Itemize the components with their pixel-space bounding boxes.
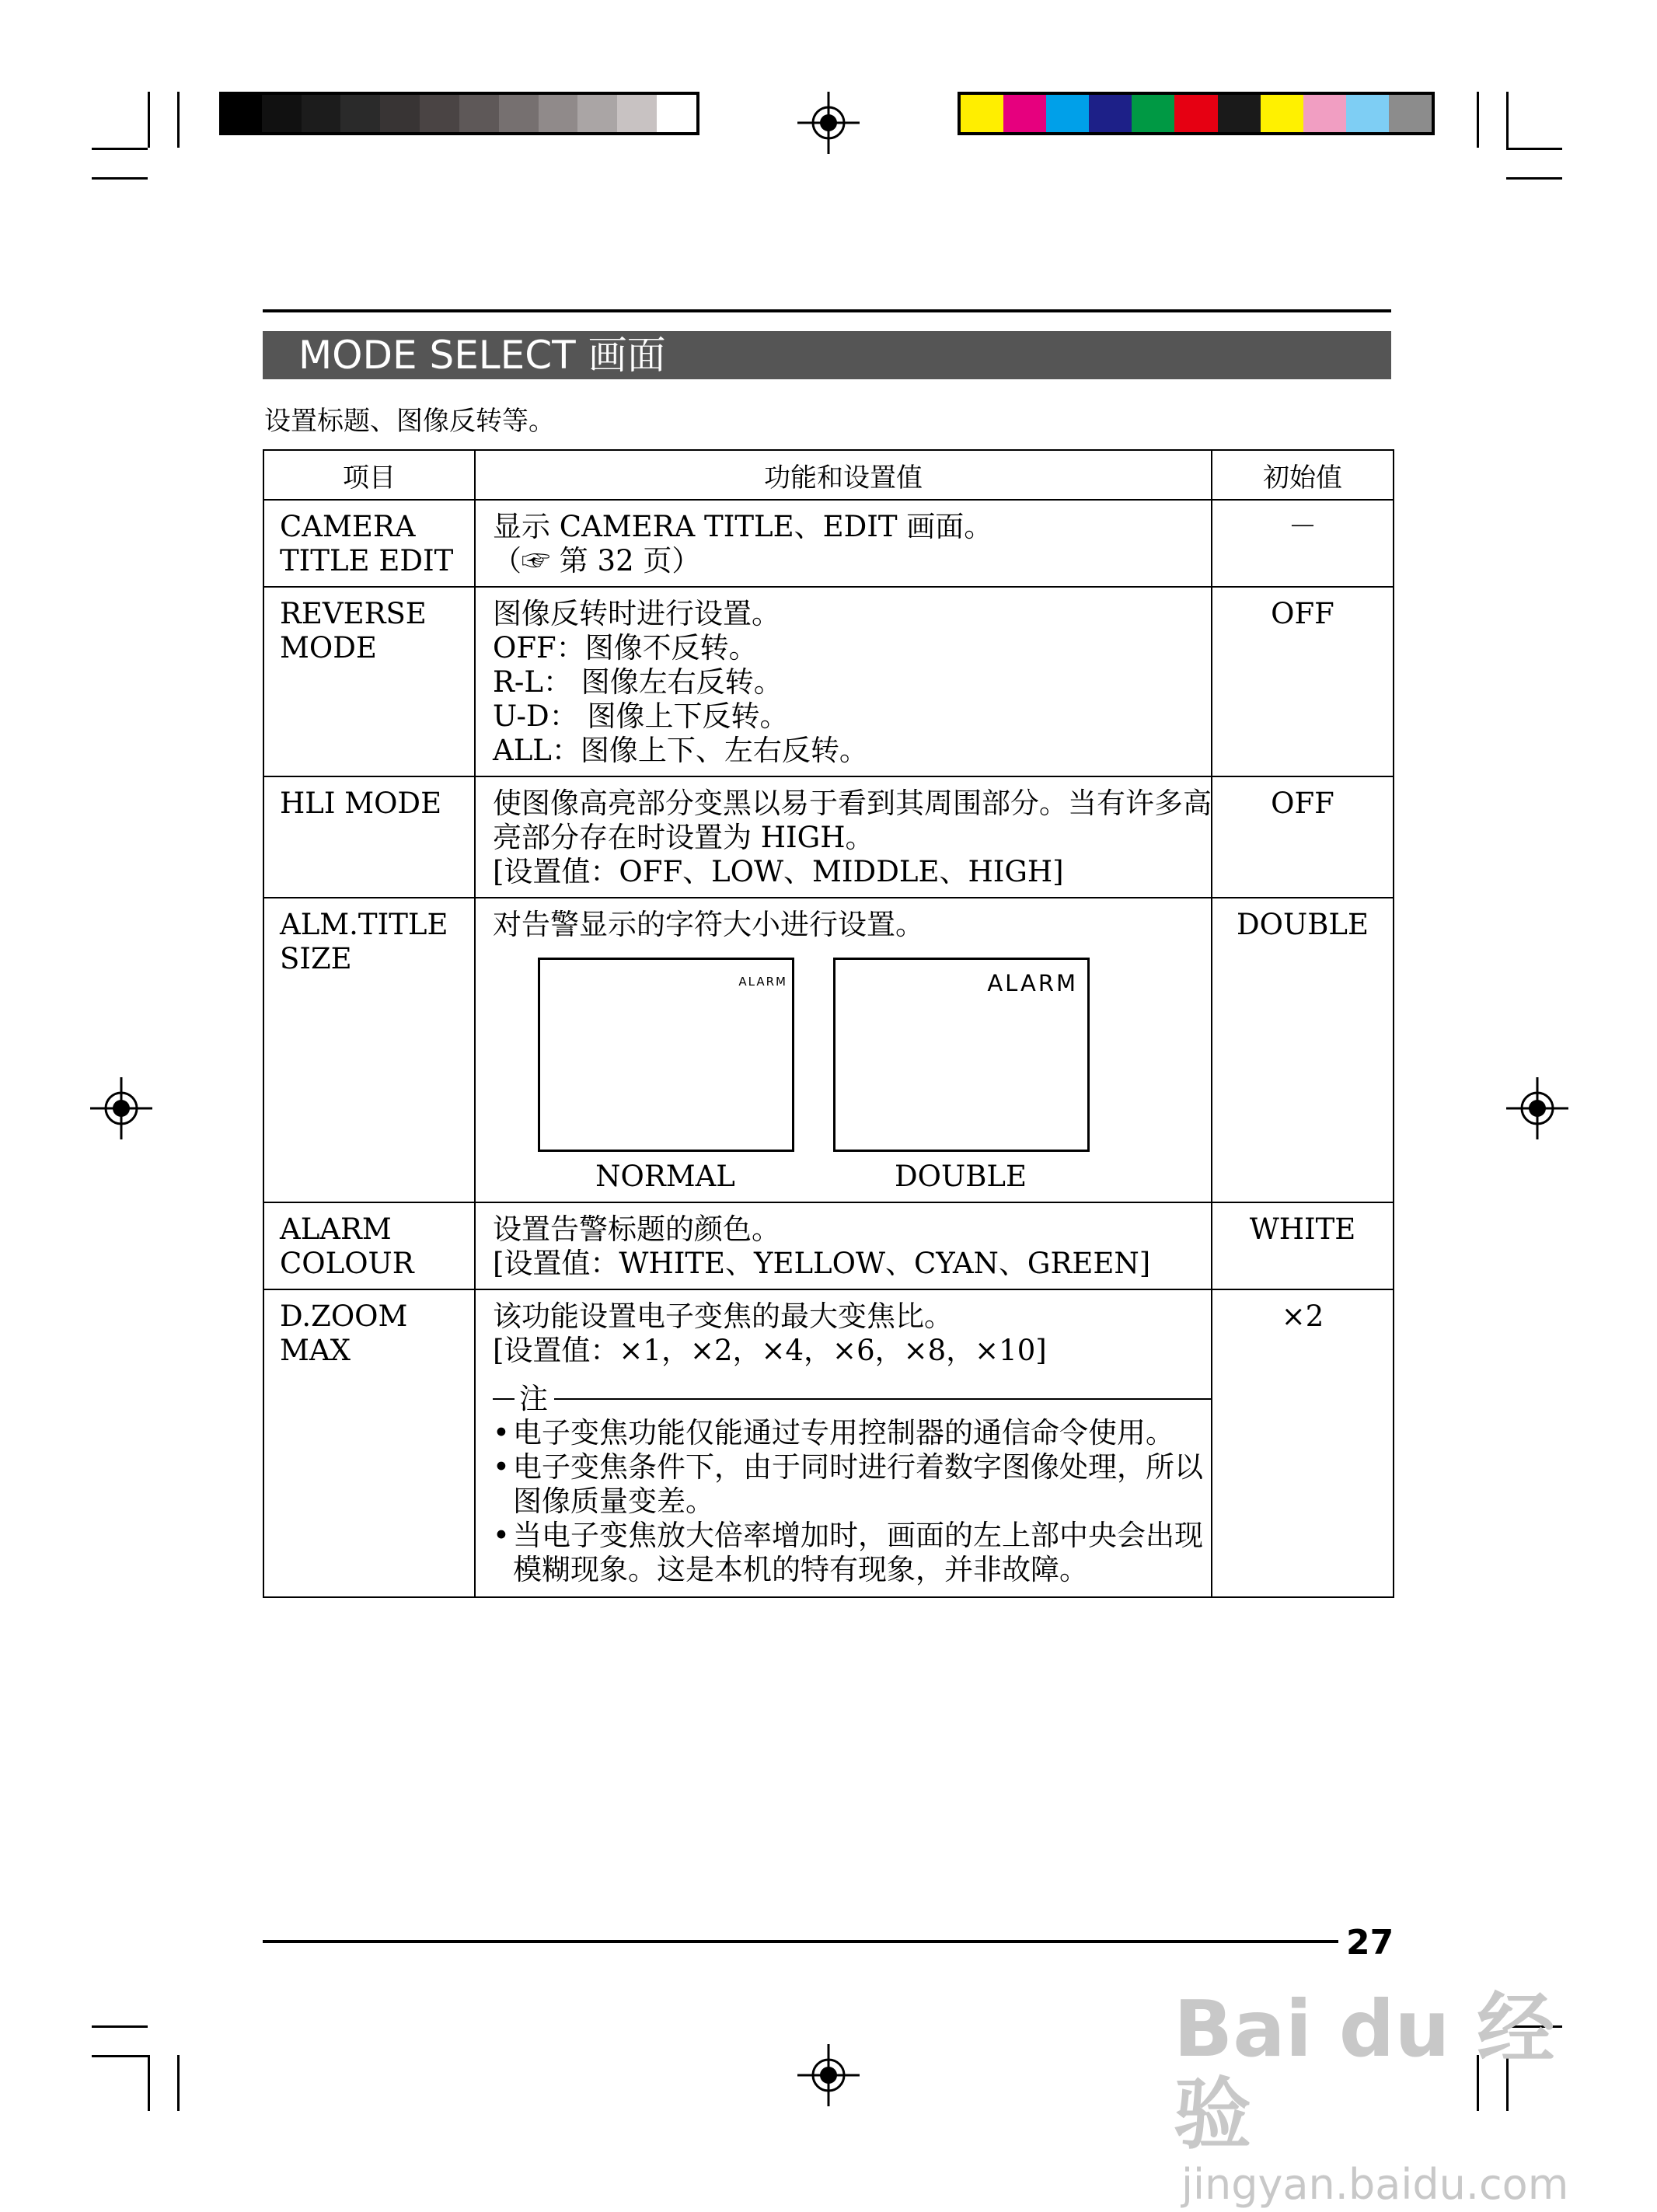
baidu-jingyan-watermark bbox=[1174, 1983, 1609, 2209]
grey-scale-bar bbox=[219, 92, 699, 135]
initial-value-cell: OFF bbox=[1212, 776, 1394, 898]
note-item: • 当电子变焦放大倍率增加时，画面的左上部中央会出现 模糊现象。这是本机的特有现象，并非故障。 bbox=[493, 1519, 1203, 1586]
color-swatch bbox=[1218, 95, 1261, 132]
function-cell: 对告警显示的字符大小进行设置。 ALARM NORMAL ALARM DOUBLE bbox=[475, 898, 1212, 1202]
alarm-label-large: ALARM bbox=[987, 970, 1078, 996]
registration-mark-icon bbox=[1506, 1077, 1568, 1139]
color-swatch bbox=[1089, 95, 1132, 132]
color-swatch bbox=[1003, 95, 1046, 132]
alarm-label-small: ALARM bbox=[738, 975, 787, 989]
color-bar bbox=[958, 92, 1435, 135]
section-title bbox=[263, 331, 1391, 379]
color-swatch bbox=[1303, 95, 1346, 132]
grey-swatch bbox=[657, 95, 696, 132]
top-rule bbox=[263, 309, 1391, 312]
grey-swatch bbox=[539, 95, 578, 132]
grey-swatch bbox=[459, 95, 499, 132]
note-title: 注 bbox=[519, 1382, 548, 1415]
note-heading bbox=[493, 1382, 1211, 1416]
grey-swatch bbox=[222, 95, 262, 132]
color-swatch bbox=[1389, 95, 1432, 132]
grey-swatch bbox=[262, 95, 302, 132]
double-caption: DOUBLE bbox=[895, 1160, 1027, 1193]
intro-text: 设置标题、图像反转等。 bbox=[264, 406, 555, 437]
initial-value-cell: DOUBLE bbox=[1212, 898, 1394, 1202]
grey-swatch bbox=[617, 95, 657, 132]
initial-value-cell: WHITE bbox=[1212, 1202, 1394, 1289]
column-header-function: 功能和设置值 bbox=[475, 450, 1212, 500]
table-row bbox=[263, 898, 1394, 1202]
initial-value-cell: ×2 bbox=[1212, 1289, 1394, 1597]
double-size-figure bbox=[833, 958, 1088, 1194]
function-cell: 该功能设置电子变焦的最大变焦比。 [设置值：×1，×2，×4，×6，×8，×10] 注 • 电子变焦功能仅能通过专用控制器的通信命令使用。 • 电子变焦条件下，由于同时进行着数字图像处理，所以 图像质量变差。 • 当电子变焦放大倍率增加时，画面的左上部中央会出现 模糊现象。这是本机的特有现象，并非故障。 bbox=[475, 1289, 1212, 1597]
table-row bbox=[263, 587, 1394, 776]
column-header-item: 项目 bbox=[263, 450, 475, 500]
function-cell: 设置告警标题的颜色。 [设置值：WHITE、YELLOW、CYAN、GREEN] bbox=[475, 1202, 1212, 1289]
normal-size-figure bbox=[538, 958, 793, 1194]
bullet-icon: • bbox=[493, 1416, 510, 1450]
watermark-main: Bai du 经验 bbox=[1174, 1983, 1555, 2160]
section-title-text: MODE SELECT 画面 bbox=[298, 333, 666, 378]
normal-screen-frame bbox=[538, 958, 794, 1152]
item-cell: ALARM COLOUR bbox=[263, 1202, 475, 1289]
table-row bbox=[263, 500, 1394, 587]
alarm-size-figures bbox=[538, 958, 1211, 1194]
function-cell: 使图像高亮部分变黑以易于看到其周围部分。当有许多高 亮部分存在时设置为 HIGH。 [设置值：OFF、LOW、MIDDLE、HIGH] bbox=[475, 776, 1212, 898]
item-cell: CAMERA TITLE EDIT bbox=[263, 500, 475, 587]
color-swatch bbox=[1346, 95, 1389, 132]
registration-mark-icon bbox=[90, 1077, 152, 1139]
normal-caption: NORMAL bbox=[595, 1160, 735, 1193]
table-row bbox=[263, 1289, 1394, 1597]
settings-table bbox=[263, 449, 1394, 1598]
column-header-initial: 初始值 bbox=[1212, 450, 1394, 500]
item-cell: D.ZOOM MAX bbox=[263, 1289, 475, 1597]
double-screen-frame bbox=[833, 958, 1090, 1152]
page-number: 27 bbox=[1346, 1923, 1394, 1963]
bullet-icon: • bbox=[493, 1519, 510, 1552]
grey-swatch bbox=[340, 95, 380, 132]
item-cell: ALM.TITLE SIZE bbox=[263, 898, 475, 1202]
function-cell: 图像反转时进行设置。 OFF：图像不反转。 R-L： 图像左右反转。 U-D： 图像上下反转。 ALL：图像上下、左右反转。 bbox=[475, 587, 1212, 776]
color-swatch bbox=[1046, 95, 1089, 132]
item-cell: REVERSE MODE bbox=[263, 587, 475, 776]
note-item: • 电子变焦条件下，由于同时进行着数字图像处理，所以 图像质量变差。 bbox=[493, 1450, 1203, 1518]
item-cell: HLI MODE bbox=[263, 776, 475, 898]
function-cell: 显示 CAMERA TITLE、EDIT 画面。 （☞ 第 32 页） bbox=[475, 500, 1212, 587]
initial-value-cell: － bbox=[1212, 500, 1394, 587]
bullet-icon: • bbox=[493, 1450, 510, 1484]
table-row bbox=[263, 776, 1394, 898]
color-swatch bbox=[1174, 95, 1217, 132]
grey-swatch bbox=[499, 95, 539, 132]
grey-swatch bbox=[380, 95, 420, 132]
registration-mark-icon bbox=[797, 2044, 860, 2106]
bottom-rule bbox=[263, 1940, 1338, 1943]
note-item: • 电子变焦功能仅能通过专用控制器的通信命令使用。 bbox=[493, 1416, 1174, 1450]
color-swatch bbox=[1132, 95, 1174, 132]
color-swatch bbox=[1261, 95, 1303, 132]
watermark-url: jingyan.baidu.com bbox=[1181, 2160, 1569, 2209]
initial-value-cell: OFF bbox=[1212, 587, 1394, 776]
color-swatch bbox=[961, 95, 1003, 132]
table-row bbox=[263, 1202, 1394, 1289]
grey-swatch bbox=[302, 95, 341, 132]
table-header-row bbox=[263, 450, 1394, 500]
grey-swatch bbox=[420, 95, 459, 132]
registration-mark-icon bbox=[797, 92, 860, 154]
grey-swatch bbox=[577, 95, 617, 132]
